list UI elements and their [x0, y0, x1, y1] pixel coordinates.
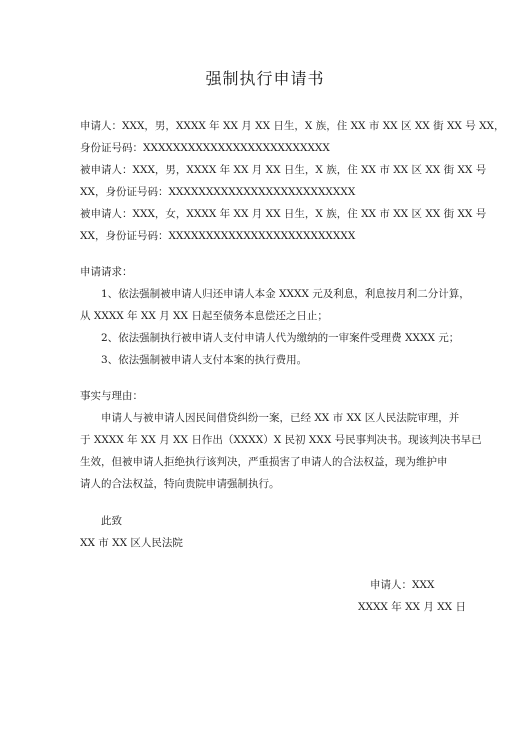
applicant-info-line-2: 身份证号码：XXXXXXXXXXXXXXXXXXXXXXXXX — [80, 142, 330, 154]
respondent-1-info-line-2: XX，身份证号码：XXXXXXXXXXXXXXXXXXXXXXXXX — [80, 186, 356, 198]
request-item-3: 3、依法强制被申请人支付本案的执行费用。 — [101, 354, 308, 366]
facts-heading: 事实与理由： — [80, 390, 143, 402]
facts-line-3: 生效，但被申请人拒绝执行该判决，严重损害了申请人的合法权益，现为维护申 — [80, 456, 448, 468]
respondent-2-info-line-1: 被申请人：XXX，女，XXXX 年 XX 月 XX 日生，X 族，住 XX 市 XX 区 XX 街 XX 号 — [80, 208, 487, 220]
court-name: XX 市 XX 区人民法院 — [80, 537, 183, 549]
salutation: 此致 — [101, 515, 122, 527]
respondent-1-info-line-1: 被申请人：XXX，男，XXXX 年 XX 月 XX 日生，X 族，住 XX 市 XX 区 XX 街 XX 号 — [80, 164, 487, 176]
respondent-2-info-line-2: XX，身份证号码：XXXXXXXXXXXXXXXXXXXXXXXXX — [80, 230, 356, 242]
facts-line-4: 请人的合法权益，特向贵院申请强制执行。 — [80, 478, 280, 490]
signature: 申请人：XXX — [370, 579, 435, 591]
request-item-1-line-2: 从 XXXX 年 XX 月 XX 日起至债务本息偿还之日止； — [80, 310, 328, 322]
requests-heading: 申请请求： — [80, 266, 133, 278]
signature-date: XXXX 年 XX 月 XX 日 — [358, 601, 466, 613]
facts-line-2: 于 XXXX 年 XX 月 XX 日作出（XXXX）X 民初 XXX 号民事判决书。现该判决书早已 — [80, 434, 482, 446]
document-title: 强制执行申请书 — [205, 69, 325, 88]
request-item-2: 2、依法强制执行被申请人支付申请人代为缴纳的一审案件受理费 XXXX 元； — [101, 332, 460, 344]
facts-line-1: 申请人与被申请人因民间借贷纠纷一案，已经 XX 市 XX 区人民法院审理，并 — [101, 412, 460, 424]
applicant-info-line-1: 申请人：XXX，男，XXXX 年 XX 月 XX 日生，X 族，住 XX 市 XX 区 XX 街 XX 号 XX， — [80, 120, 505, 132]
request-item-1-line-1: 1、依法强制被申请人归还申请人本金 XXXX 元及利息，利息按月利二分计算， — [101, 288, 470, 300]
